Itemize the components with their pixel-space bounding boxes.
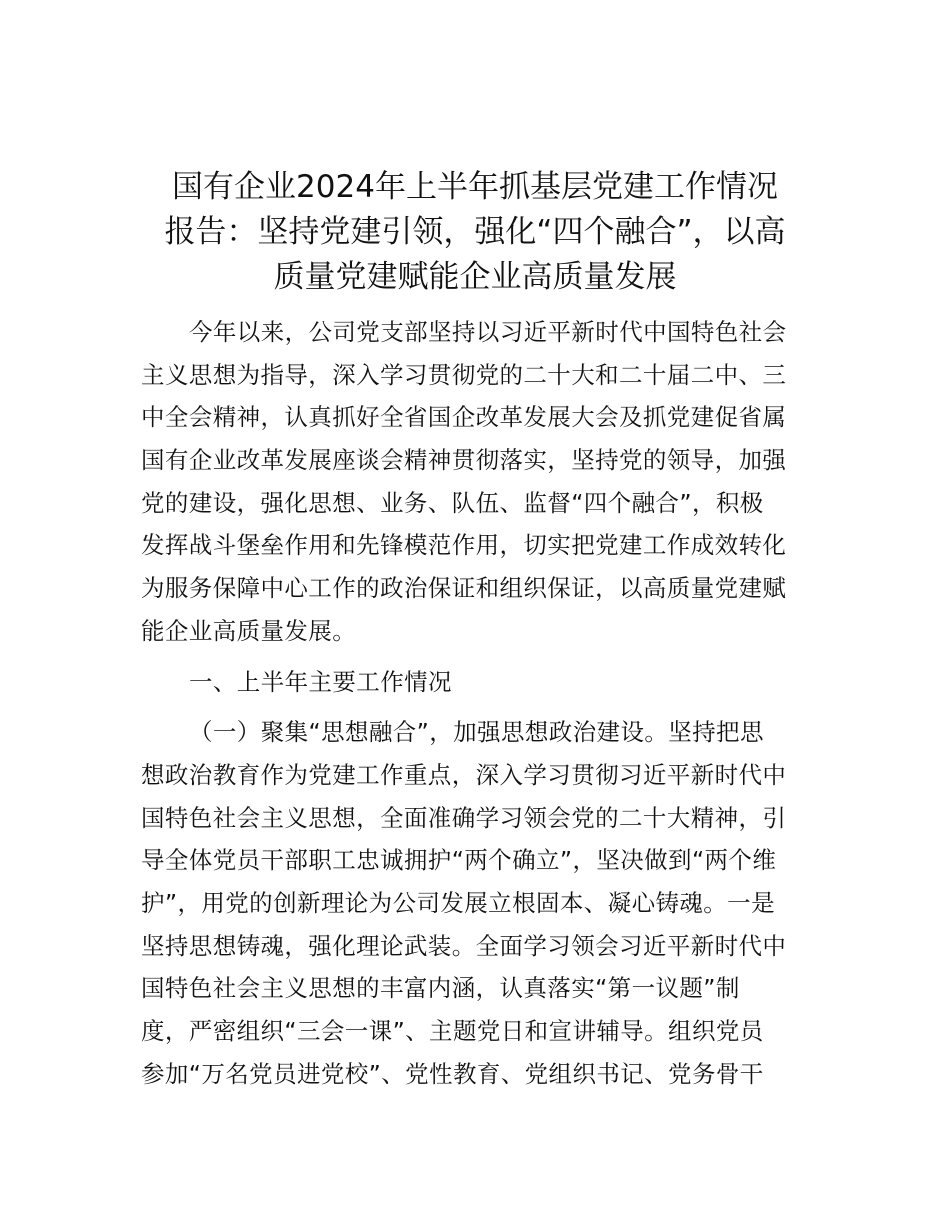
section-heading: 一、上半年主要工作情况: [189, 667, 452, 696]
paragraph-line: 国特色社会主义思想的丰富内涵，认真落实“第一议题”制: [141, 974, 740, 1003]
paragraph-line: 今年以来，公司党支部坚持以习近平新时代中国特色社会: [189, 318, 787, 346]
spacer: [141, 703, 811, 711]
document-title: [120, 165, 830, 300]
paragraph-line: 国特色社会主义思想，全面准确学习领会党的二十大精神，引: [141, 803, 787, 832]
intro-paragraph: [141, 311, 811, 653]
paragraph-line: （一）聚集“思想融合”，加强思想政治建设。坚持把思: [189, 718, 764, 747]
document-body: [141, 311, 811, 1095]
paragraph-line: 度，严密组织“三会一课”、主题党日和宣讲辅导。组织党员: [141, 1017, 764, 1045]
section1-paragraph: [141, 711, 811, 1095]
title-line: 国有企业2024年上半年抓基层党建工作情况: [172, 169, 778, 205]
paragraph-line: 发挥战斗堡垒作用和先锋模范作用，切实把党建工作成效转化: [141, 531, 787, 560]
title-line: 报告：坚持党建引领，强化“四个融合”，以高: [164, 214, 786, 250]
paragraph-line: 导全体党员干部职工忠诚拥护“两个确立”，坚决做到“两个维: [141, 846, 777, 875]
paragraph-line: 为服务保障中心工作的政治保证和组织保证，以高质量党建赋: [141, 574, 787, 603]
paragraph-line: 党的建设，强化思想、业务、队伍、监督“四个融合”，积极: [141, 488, 764, 517]
paragraph-line: 能企业高质量发展。: [141, 616, 357, 645]
paragraph-line: 主义思想为指导，深入学习贯彻党的二十大和二十届二中、三: [141, 360, 787, 389]
paragraph-line: 中全会精神，认真抓好全省国企改革发展大会及抓党建促省属: [141, 403, 787, 432]
title-line: 质量党建赋能企业高质量发展: [273, 259, 677, 295]
paragraph-line: 坚持思想铸魂，强化理论武装。全面学习领会习近平新时代中: [141, 931, 787, 960]
paragraph-line: 参加“万名党员进党校”、党性教育、党组织书记、党务骨干: [141, 1059, 764, 1088]
spacer: [141, 653, 811, 661]
paragraph-line: 国有企业改革发展座谈会精神贯彻落实，坚持党的领导，加强: [141, 446, 787, 475]
paragraph-line: 护”，用党的创新理论为公司发展立根固本、凝心铸魂。一是: [141, 888, 775, 917]
paragraph-line: 想政治教育作为党建工作重点，深入学习贯彻习近平新时代中: [141, 760, 787, 789]
